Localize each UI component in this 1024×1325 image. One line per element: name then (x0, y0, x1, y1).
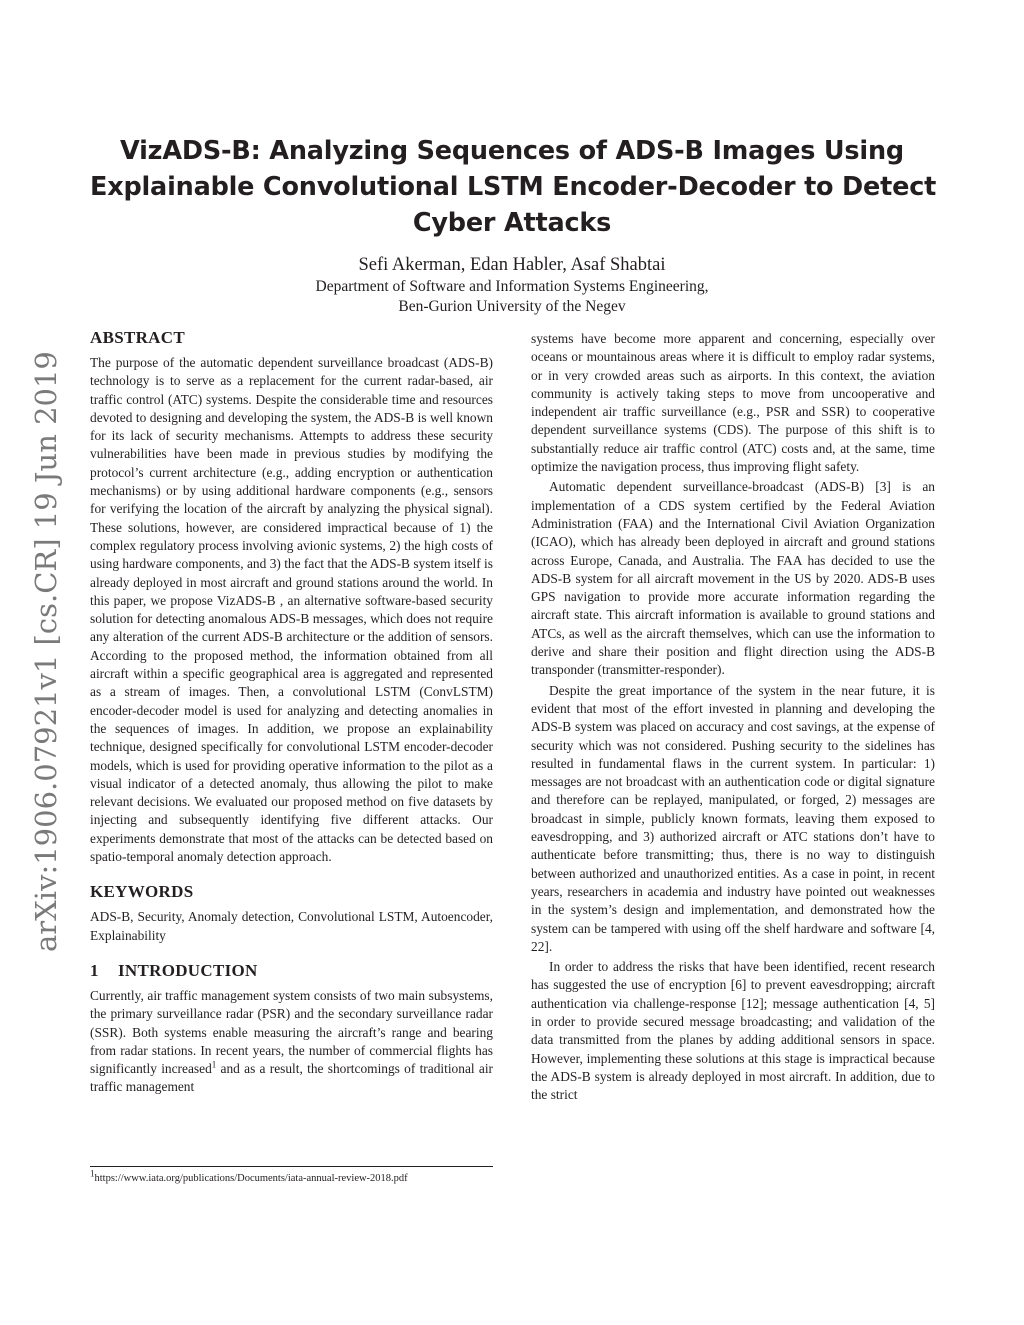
right-column (531, 330, 935, 1106)
arxiv-identifier: arXiv:1906.07921v1 [cs.CR] 19 Jun 2019 (29, 351, 63, 952)
abstract-heading: ABSTRACT (90, 328, 185, 347)
paragraph-text: Currently, air traffic management system consists of two main subsystems, the primary surveillance radar (PSR) and the secondary surveillance radar (SSR). Both systems enable measuring the aircraft’s range and bearing from radar stations. In recent years, the number of commercial flights has significantly increased (90, 987, 493, 1077)
title-line: Cyber Attacks (412, 208, 612, 238)
introduction-heading (90, 961, 493, 981)
introduction-paragraph: Despite the great importance of the system in the near future, it is evident that most of the effort invested in planning and developing the ADS-B system was placed on accuracy and cost savings, at the expense of security which was not considered. Pushing security to the sidelines has resulted in fundamental flaws in the current system. In particular: 1) messages are not broadcast with an authentication code or digital signature and therefore can be replayed, manipulated, or forged, 2) messages are broadcast in simple, publicly known formats, leaving them exposed to eavesdropping, and 3) authorized aircraft or ATC stations don’t have to authenticate before transmitting; thus, there is no way to distinguish between authorized and unauthorized entities. As a case in point, in recent years, researchers in academia and industry have pointed out weaknesses in the system’s design and implementation, and demonstrated how the system can be tampered with using off the shelf hardware and software [4, 22]. (531, 682, 935, 954)
introduction-paragraph: In order to address the risks that have been identified, recent research has suggested the use of encryption [6] to prevent eavesdropping; aircraft authentication via challenge-response [12]; message authentication [4, 5] in order to provide secured message broadcasting; and validation of the data transmitted from the planes by adding additional sensors in space. However, implementing these solutions at this stage is impractical because the ADS-B system is already deployed in most aircraft. In addition, due to the strict (531, 959, 935, 1103)
section-title: INTRODUCTION (118, 960, 258, 980)
affiliation-line: Ben-Gurion University of the Negev (398, 298, 626, 315)
introduction-paragraph (90, 987, 493, 1097)
left-column (90, 328, 493, 1097)
section-number: 1 (90, 960, 99, 980)
introduction-paragraph: systems have become more apparent and concerning, especially over oceans or mountainous areas where it is difficult to employ radar systems, or in very crowded areas such as airports. In this context, the aviation community is actively taking steps to move from uncooperative and independent air traffic surveillance (e.g., PSR and SSR) to cooperative dependent surveillance systems (CDS). The purpose of this shift is to substantially reduce air traffic control (ATC) costs and, at the same, time optimize the navigation process, thus improving flight safety. (531, 331, 935, 475)
footnote-reference[interactable]: 1 (211, 1059, 217, 1070)
footnote (90, 1166, 493, 1185)
abstract-text: The purpose of the automatic dependent surveillance broadcast (ADS-B) technology is to serve as a replacement for the current radar-based, air traffic control (ATC) systems. Despite the considerable time and resources devoted to designing and developing the system, the ADS-B is well known for its lack of security mechanisms. Attempts to address these security vulnerabilities have been made in previous studies by modifying the protocol’s current architecture (e.g., adding encryption or authentication mechanisms) or by using additional hardware components (e.g., sensors for verifying the location of the aircraft by analyzing the physical signal). These solutions, however, are considered impractical because of 1) the complex regulatory process involving avionic systems, 2) the high costs of using hardware components, and 3) the fact that the ADS-B system itself is already deployed in most aircraft and ground stations around the world. In this paper, we propose VizADS-B , an alternative software-based security solution for detecting anomalous ADS-B messages, which does not require any alteration of the current ADS-B architecture or the addition of sensors. According to the proposed method, the information obtained from all aircraft within a specific geographical area is aggregated and represented as a stream of images. Then, a convolutional LSTM (ConvLSTM) encoder-decoder model is used for analyzing and detecting anomalies in the sequences of images. In addition, we propose an explainability technique, designed specifically for convolutional LSTM encoder-decoder models, which is used for providing operative information to the pilot as a visual indicator of a detected anomaly, thus allowing the pilot to make relevant decisions. We evaluated our proposed method on five datasets by injecting and subsequently identifying five different attacks. Our experiments demonstrate that most of the attacks can be detected based on spatio-temporal anomaly detection approach. (90, 355, 493, 865)
paragraph-text: and as a result, the shortcomings of traditional air traffic management (90, 1061, 493, 1095)
keywords-heading: KEYWORDS (90, 882, 194, 902)
affiliation-line: Department of Software and Information Systems Engineering, (315, 278, 709, 295)
keywords-text: ADS-B, Security, Anomaly detection, Convolutional LSTM, Autoencoder, Explainability (90, 909, 493, 943)
footnote-marker: 1 (90, 1168, 95, 1179)
title-line: Explainable Convolutional LSTM Encoder-Decoder to Detect (90, 172, 937, 202)
introduction-paragraph: Automatic dependent surveillance-broadcast (ADS-B) [3] is an implementation of a CDS system certified by the Federal Aviation Administration (FAA) and the International Civil Aviation Organization (ICAO), which has already been deployed in aircraft and ground stations across Europe, Canada, and Australia. The FAA has decided to use the ADS-B system for all aircraft movement in the US by 2020. ADS-B uses GPS navigation to provide more accurate information regarding the aircraft state. This aircraft information is available to ground stations and ATCs, as well as the aircraft themselves, which can use the information to derive and share their position and flight direction using the ADS-B transponder (transmitter-responder). (531, 479, 935, 678)
paper-title (90, 133, 937, 241)
footnote-url[interactable]: https://www.iata.org/publications/Documents/iata-annual-review-2018.pdf (94, 1173, 408, 1184)
title-line: VizADS-B: Analyzing Sequences of ADS-B Images Using (120, 136, 904, 166)
author-list: Sefi Akerman, Edan Habler, Asaf Shabtai (358, 255, 666, 275)
